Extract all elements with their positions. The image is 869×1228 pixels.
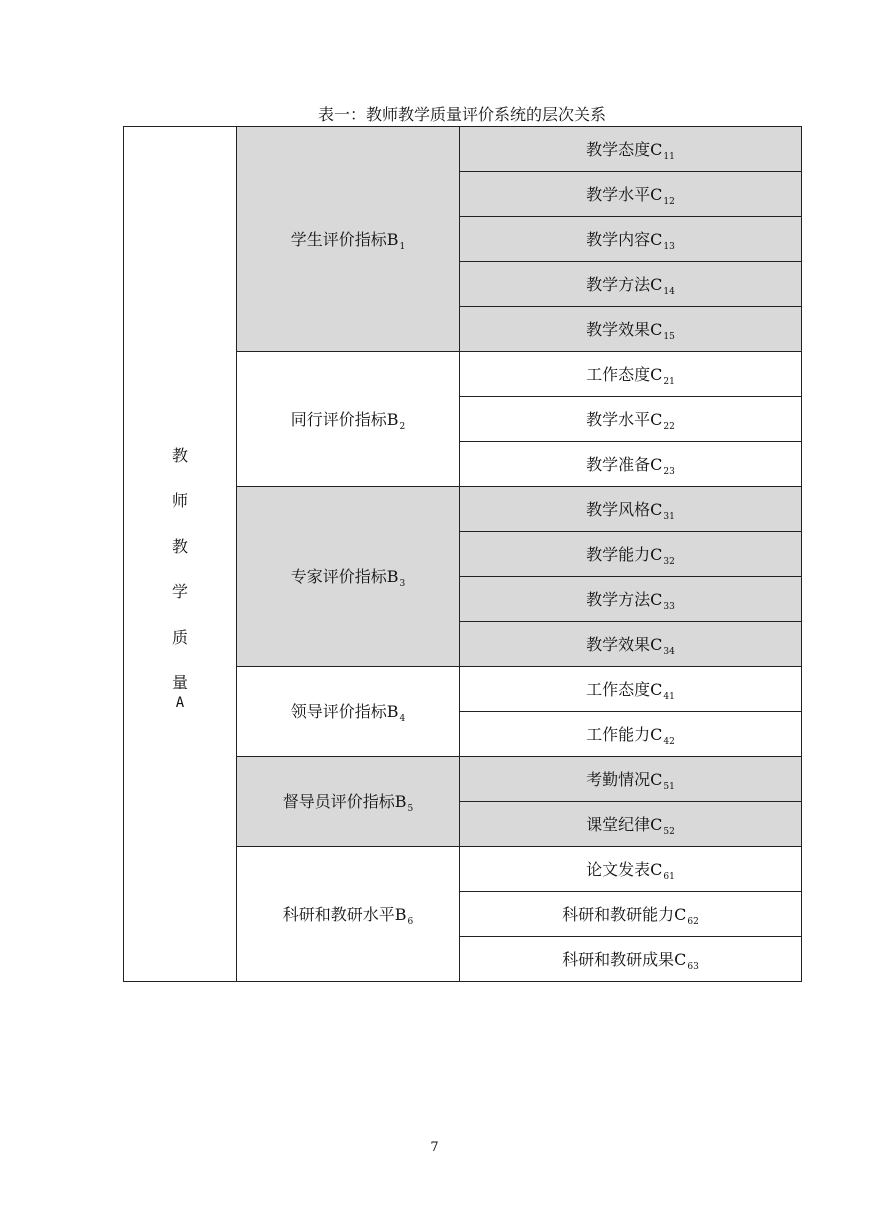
criterion-c-letter: C <box>650 589 663 609</box>
criterion-c-cell <box>460 217 802 262</box>
criterion-c-index: 11 <box>663 151 675 162</box>
criterion-c-letter: C <box>650 184 663 204</box>
criterion-b-label: 学生评价指标 <box>290 229 387 249</box>
criterion-c-cell <box>460 127 802 172</box>
criterion-c-label: 考勤情况 <box>586 769 651 789</box>
criterion-c-letter: C <box>650 139 663 159</box>
criterion-c-cell <box>460 397 802 442</box>
criterion-c-cell <box>460 667 802 712</box>
criterion-c-index: 12 <box>663 196 675 207</box>
criterion-c-cell <box>460 442 802 487</box>
criterion-b-index: 6 <box>407 916 414 927</box>
criterion-c-label: 教学效果 <box>586 634 651 654</box>
criterion-c-label: 教学态度 <box>586 139 651 159</box>
criterion-b-label: 科研和教研水平 <box>282 904 395 924</box>
criterion-b-label: 领导评价指标 <box>290 702 387 721</box>
criterion-c-cell <box>460 757 802 802</box>
criterion-c-label: 教学方法 <box>586 589 651 609</box>
criterion-c-cell <box>460 577 802 622</box>
root-char: 质 <box>171 627 188 647</box>
criterion-c-index: 42 <box>663 736 675 747</box>
criterion-c-letter: C <box>650 319 663 339</box>
criterion-c-label: 教学能力 <box>586 544 651 564</box>
criterion-c-letter: C <box>650 454 663 474</box>
criterion-c-label: 课堂纪律 <box>586 814 651 834</box>
criterion-c-index: 23 <box>663 466 675 477</box>
criterion-c-label: 教学内容 <box>586 229 651 249</box>
criterion-c-label: 教学水平 <box>586 409 651 429</box>
criterion-c-cell <box>460 487 802 532</box>
criterion-c-letter: C <box>650 229 663 249</box>
criterion-c-label: 工作能力 <box>586 724 651 744</box>
criterion-c-label: 工作态度 <box>586 364 651 384</box>
criterion-c-label: 教学风格 <box>586 499 651 519</box>
root-char: 量 <box>171 673 188 692</box>
criterion-c-letter: C <box>650 634 663 654</box>
criterion-c-letter: C <box>650 679 663 699</box>
criterion-c-label: 科研和教研能力 <box>562 904 675 924</box>
criterion-b-letter: B <box>386 229 399 249</box>
criterion-b-cell <box>237 847 460 982</box>
criterion-c-index: 31 <box>663 511 675 522</box>
criterion-c-cell <box>460 937 802 982</box>
criterion-c-index: 62 <box>687 916 699 927</box>
criterion-c-letter: C <box>650 769 663 789</box>
criterion-c-label: 工作态度 <box>586 679 651 699</box>
criterion-c-cell <box>460 712 802 757</box>
root-char: 教 <box>171 536 188 556</box>
table-row <box>124 127 802 172</box>
hierarchy-table-body <box>124 127 802 982</box>
criterion-c-label: 教学效果 <box>586 319 651 339</box>
criterion-c-letter: C <box>650 409 663 429</box>
root-criterion-label <box>124 433 236 712</box>
criterion-c-cell <box>460 172 802 217</box>
criterion-b-index: 4 <box>399 714 406 724</box>
criterion-b-label: 专家评价指标 <box>290 567 387 586</box>
criterion-c-cell <box>460 352 802 397</box>
criterion-c-index: 15 <box>663 331 675 342</box>
criterion-b-cell <box>237 352 460 487</box>
criterion-c-letter: C <box>650 859 663 879</box>
root-letter: A <box>175 694 185 711</box>
root-char: 师 <box>171 491 188 510</box>
hierarchy-table <box>123 126 802 982</box>
root-char: 教 <box>171 445 188 465</box>
criterion-b-letter: B <box>386 567 399 586</box>
criterion-c-label: 论文发表 <box>586 859 651 879</box>
criterion-c-label: 科研和教研成果 <box>562 949 675 969</box>
criterion-c-index: 63 <box>687 961 699 972</box>
criterion-c-index: 41 <box>663 691 675 702</box>
criterion-b-label: 同行评价指标 <box>290 409 387 429</box>
criterion-c-cell <box>460 892 802 937</box>
criterion-c-cell <box>460 307 802 352</box>
criterion-c-cell <box>460 262 802 307</box>
criterion-c-index: 32 <box>663 556 675 567</box>
criterion-c-cell <box>460 622 802 667</box>
criterion-c-index: 33 <box>663 601 675 612</box>
criterion-c-label: 教学水平 <box>586 184 651 204</box>
criterion-c-letter: C <box>674 904 687 924</box>
criterion-c-cell <box>460 847 802 892</box>
criterion-c-letter: C <box>650 364 663 384</box>
criterion-b-letter: B <box>386 702 399 721</box>
criterion-c-letter: C <box>650 274 663 294</box>
root-char: 学 <box>171 582 188 601</box>
criterion-c-index: 51 <box>663 781 675 792</box>
criterion-c-letter: C <box>650 724 663 744</box>
criterion-b-cell <box>237 667 460 757</box>
criterion-c-label: 教学方法 <box>586 274 651 294</box>
criterion-b-index: 5 <box>407 804 414 814</box>
criterion-c-letter: C <box>650 544 663 564</box>
criterion-c-index: 34 <box>663 646 675 657</box>
criterion-b-label: 督导员评价指标 <box>282 792 395 811</box>
criterion-c-index: 14 <box>663 286 675 297</box>
criterion-b-index: 1 <box>399 241 406 252</box>
root-criterion-cell <box>124 127 237 982</box>
criterion-b-cell <box>237 127 460 352</box>
criterion-c-letter: C <box>650 814 663 834</box>
criterion-c-label: 教学准备 <box>586 454 651 474</box>
criterion-c-index: 52 <box>663 826 675 837</box>
criterion-b-letter: B <box>394 792 407 811</box>
criterion-c-index: 13 <box>663 241 675 252</box>
criterion-c-letter: C <box>674 949 687 969</box>
criterion-c-cell <box>460 802 802 847</box>
criterion-b-cell <box>237 487 460 667</box>
criterion-b-index: 2 <box>399 421 406 432</box>
criterion-c-index: 22 <box>663 421 675 432</box>
criterion-c-index: 21 <box>663 376 675 387</box>
criterion-b-index: 3 <box>399 579 406 589</box>
criterion-c-letter: C <box>650 499 663 519</box>
criterion-b-letter: B <box>386 409 399 429</box>
criterion-b-letter: B <box>394 904 407 924</box>
criterion-c-index: 61 <box>663 871 675 882</box>
table-caption: 表一：教师教学质量评价系统的层次关系 <box>317 105 606 124</box>
criterion-c-cell <box>460 532 802 577</box>
page-number: 7 <box>430 1140 439 1155</box>
criterion-b-cell <box>237 757 460 847</box>
